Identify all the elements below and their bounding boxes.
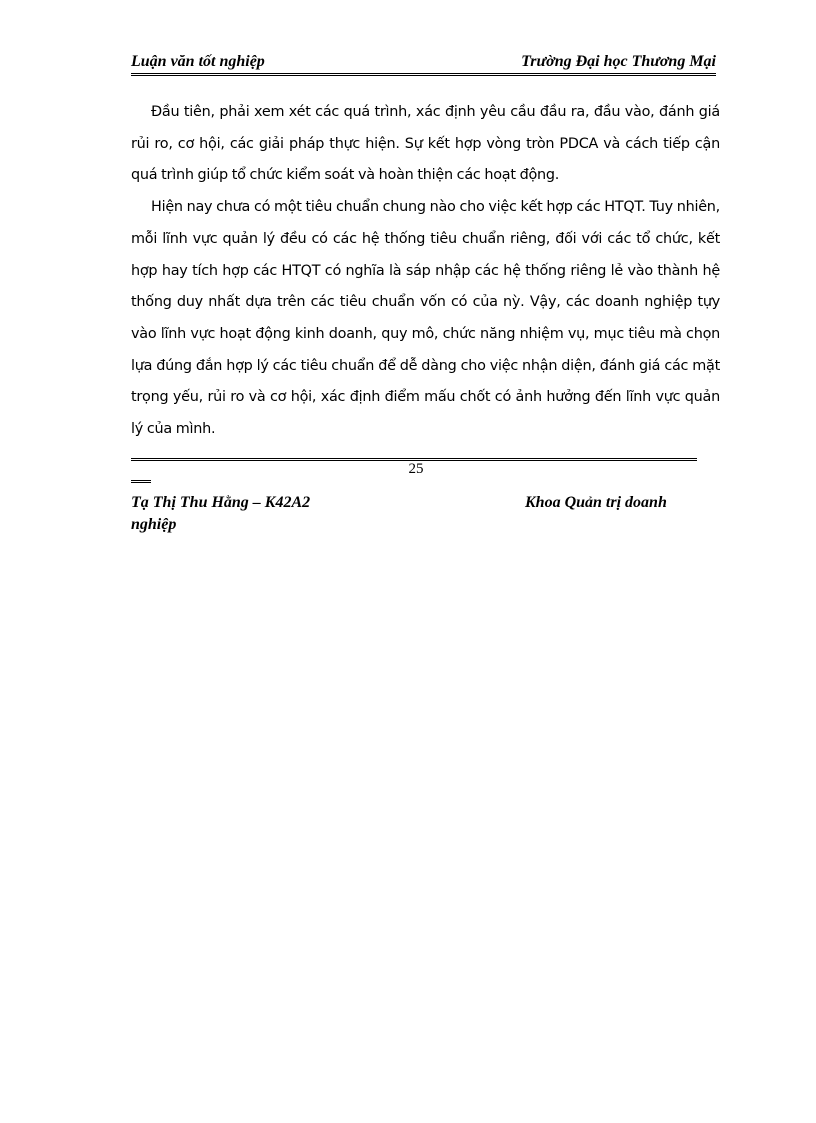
header-divider xyxy=(131,73,716,76)
header-university: Trường Đại học Thương Mại xyxy=(521,53,716,70)
footer-divider-stub xyxy=(131,480,151,483)
paragraph-2: Hiện nay chưa có một tiêu chuẩn chung nào cho việc kết hợp các HTQT. Tuy nhiên, mỗi lĩnh vực quản lý đều có các hệ thống tiêu chuẩn riêng, đối với các tổ chức, kết hợp hay tích hợp các HTQT có nghĩa là sáp nhập các hệ thống riêng lẻ vào thành hệ thống duy nhất dựa trên các tiêu chuẩn vốn có của nỳ. Vậy, các doanh nghiệp tựy vào lĩnh vực hoạt động kinh doanh, quy mô, chức năng nhiệm vụ, mục tiêu mà chọn lựa đúng đắn hợp lý các tiêu chuẩn để dễ dàng cho việc nhận diện, đánh giá các mặt trọng yếu, rủi ro và cơ hội, xác định điểm mấu chốt có ảnh hưởng đến lĩnh vực quản lý của mình. xyxy=(131,199,720,438)
page-header xyxy=(131,52,716,74)
footer-author: Tạ Thị Thu Hằng – K42A2 xyxy=(131,494,311,511)
header-thesis-title: Luận văn tốt nghiệp xyxy=(131,53,265,70)
body-text xyxy=(131,97,720,446)
footer-department-wrap: nghiệp xyxy=(131,516,177,533)
paragraph-1: Đầu tiên, phải xem xét các quá trình, xác định yêu cầu đầu ra, đầu vào, đánh giá rủi ro, cơ hội, các giải pháp thực hiện. Sự kết hợp vòng tròn PDCA và cách tiếp cận quá trình giúp tổ chức kiểm soát và hoàn thiện các hoạt động. xyxy=(131,104,720,184)
footer-department: Khoa Quản trị doanh xyxy=(525,494,667,511)
page-number: 25 xyxy=(408,461,424,477)
